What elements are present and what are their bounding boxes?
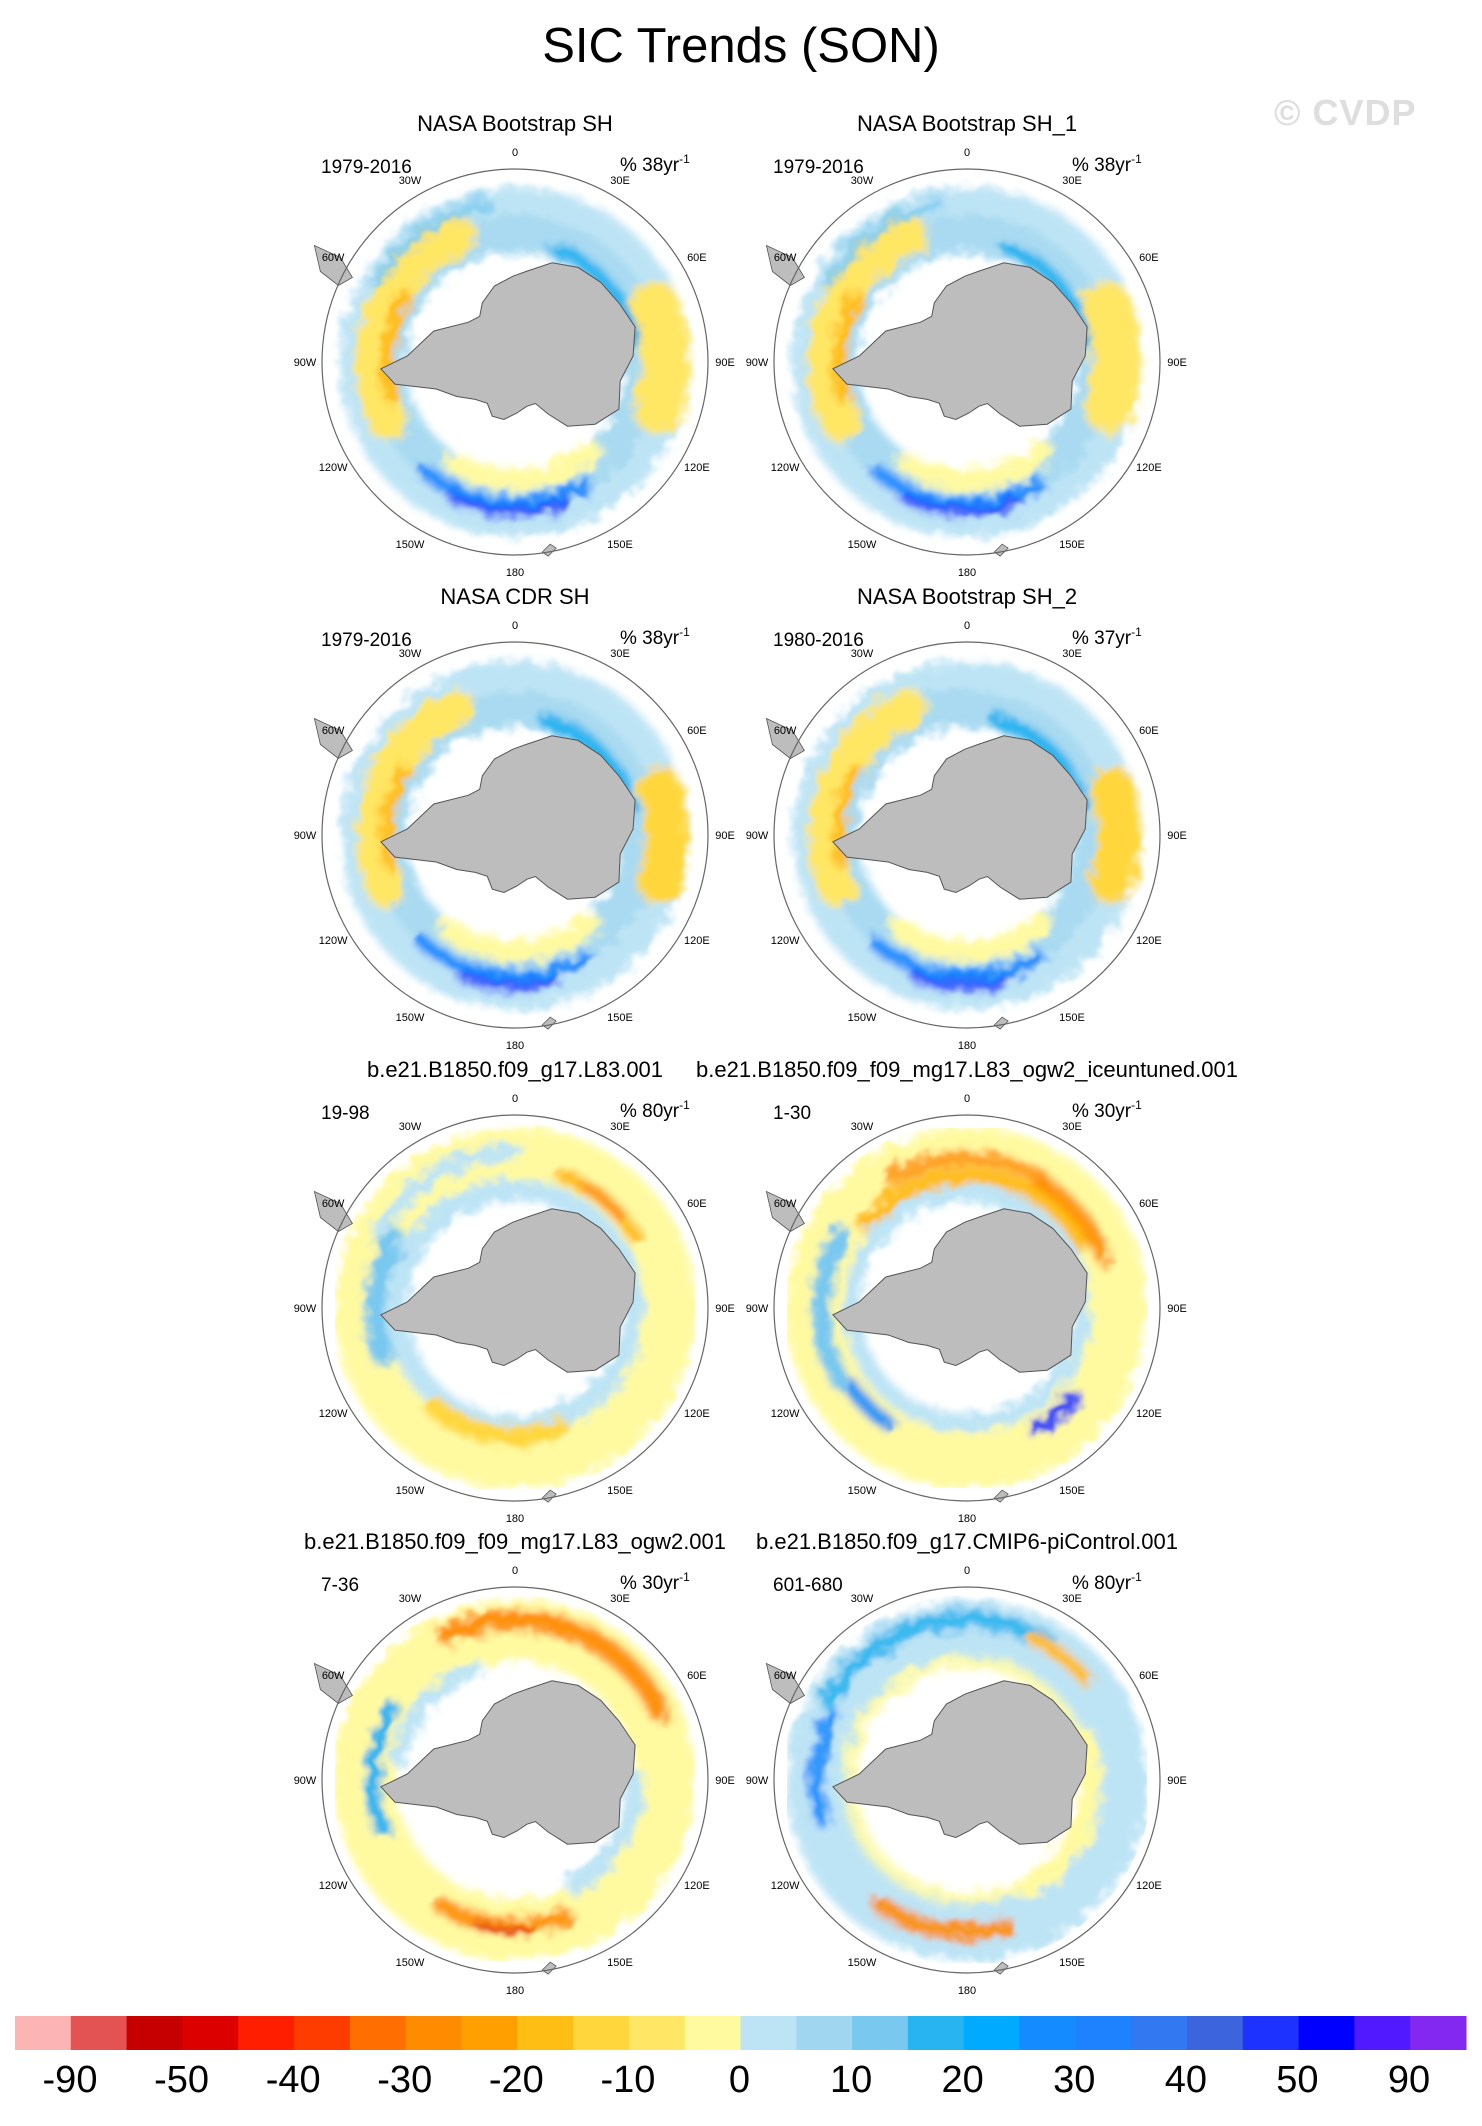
colorbar-swatch [238, 2016, 294, 2050]
longitude-label: 30E [1062, 648, 1082, 661]
longitude-label: 60W [773, 252, 797, 264]
colorbar-swatch [741, 2016, 797, 2050]
longitude-label: 120W [318, 1408, 348, 1420]
longitude-label: 150E [607, 1484, 633, 1497]
map-panel-4 [746, 584, 1187, 1052]
longitude-label: 30E [1062, 175, 1082, 188]
colorbar-label: 10 [829, 2059, 873, 2101]
map-panel-3 [294, 584, 735, 1052]
panel-period: 601-680 [773, 1575, 843, 1596]
new-zealand-landmass [542, 544, 556, 556]
colorbar-label: 40 [1164, 2059, 1207, 2101]
new-zealand-landmass [994, 544, 1008, 556]
new-zealand-landmass [542, 1962, 556, 1974]
panel-units: % $38yr^{-1}$ [620, 152, 690, 176]
longitude-label: 60E [687, 1670, 707, 1682]
longitude-label: 180 [505, 1040, 525, 1052]
panel-period: 1979-2016 [321, 157, 412, 178]
colorbar-label: 50 [1276, 2059, 1319, 2101]
longitude-label: 30W [398, 1593, 422, 1606]
trend-band [660, 788, 667, 882]
longitude-label: 150E [1059, 1011, 1085, 1024]
panel-units-exponent: -1 [1131, 1570, 1142, 1584]
colorbar-label: 0 [728, 2059, 751, 2101]
panel-units: % $38yr^{-1}$ [620, 625, 690, 649]
panel-units: % $37yr^{-1}$ [1072, 625, 1142, 649]
longitude-label: 120E [1136, 935, 1162, 947]
new-zealand-landmass [994, 1017, 1008, 1029]
longitude-label: 90W [293, 1775, 317, 1787]
panel-title: b.e21.B1850.f09_g17.CMIP6-piControl.001 [756, 1529, 1178, 1554]
longitude-label: 150W [847, 1011, 877, 1024]
longitude-label: 90E [715, 1775, 735, 1787]
panel-title: b.e21.B1850.f09_g17.L83.001 [366, 1057, 664, 1082]
longitude-label: 30W [850, 1121, 874, 1134]
panel-period: 1980-2016 [773, 630, 864, 651]
longitude-label: 150E [1059, 538, 1085, 551]
longitude-label: 120W [770, 1880, 800, 1892]
panel-units-exponent: -1 [1131, 152, 1142, 166]
longitude-label: 120W [318, 935, 348, 947]
map-panel-8 [746, 1529, 1187, 1997]
longitude-label: 120W [318, 462, 348, 474]
longitude-label: 150W [395, 1011, 425, 1024]
panel-period: 1979-2016 [321, 630, 412, 651]
longitude-label: 30E [610, 648, 630, 661]
trend-band [456, 452, 591, 480]
colorbar-swatch [1243, 2016, 1299, 2050]
longitude-label: 150W [847, 1956, 877, 1969]
watermark: © CVDP [1274, 92, 1417, 133]
longitude-label: 180 [957, 1985, 977, 1997]
longitude-label: 60W [773, 1670, 797, 1682]
longitude-label: 30E [1062, 1593, 1082, 1606]
map-panel-2 [746, 111, 1187, 579]
colorbar-swatch [1131, 2016, 1187, 2050]
longitude-label: 0 [963, 1093, 971, 1105]
longitude-label: 120W [770, 462, 800, 474]
colorbar-swatch [1410, 2016, 1466, 2050]
longitude-label: 0 [511, 1565, 519, 1577]
longitude-label: 60W [321, 1670, 345, 1682]
longitude-label: 0 [963, 1565, 971, 1577]
colorbar-swatch [406, 2016, 462, 2050]
colorbar-swatch [1020, 2016, 1076, 2050]
longitude-label: 90E [715, 357, 735, 369]
longitude-label: 120E [1136, 462, 1162, 474]
longitude-label: 150E [607, 1011, 633, 1024]
colorbar-swatch [127, 2016, 183, 2050]
longitude-label: 180 [957, 1040, 977, 1052]
colorbar-label: 90 [1387, 2059, 1431, 2101]
new-zealand-landmass [994, 1962, 1008, 1974]
longitude-label: 120E [684, 462, 710, 474]
longitude-label: 30W [398, 648, 422, 661]
longitude-label: 60W [321, 1198, 345, 1210]
map-panel-7 [294, 1529, 735, 1997]
longitude-label: 150E [607, 538, 633, 551]
colorbar-swatch [350, 2016, 406, 2050]
longitude-label: 0 [963, 620, 971, 632]
longitude-label: 90E [1167, 1303, 1187, 1315]
colorbar-swatch [1299, 2016, 1355, 2050]
longitude-label: 90E [1167, 1775, 1187, 1787]
colorbar-swatch [629, 2016, 685, 2050]
longitude-label: 60E [1139, 1198, 1159, 1210]
longitude-label: 120E [1136, 1880, 1162, 1892]
panel-units-exponent: -1 [679, 625, 690, 639]
longitude-label: 90E [1167, 357, 1187, 369]
longitude-label: 30W [850, 648, 874, 661]
trend-band [654, 306, 665, 409]
longitude-label: 90E [715, 1303, 735, 1315]
panel-units: % $38yr^{-1}$ [1072, 152, 1142, 176]
colorbar-label: -10 [600, 2059, 656, 2101]
longitude-label: 60E [1139, 252, 1159, 264]
panel-period: 1979-2016 [773, 157, 864, 178]
longitude-label: 180 [957, 1513, 977, 1525]
longitude-label: 60W [321, 725, 345, 737]
panel-units-exponent: -1 [679, 1098, 690, 1112]
page-title: SIC Trends (SON) [542, 19, 940, 73]
colorbar-swatch [1187, 2016, 1243, 2050]
longitude-label: 180 [505, 1513, 525, 1525]
colorbar-swatch [908, 2016, 964, 2050]
colorbar-swatch [15, 2016, 71, 2050]
longitude-label: 120W [318, 1880, 348, 1892]
longitude-label: 90W [745, 830, 769, 842]
longitude-label: 90W [293, 1303, 317, 1315]
longitude-label: 30W [398, 175, 422, 188]
colorbar-swatch [685, 2016, 741, 2050]
longitude-label: 180 [957, 567, 977, 579]
panel-title: NASA CDR SH [440, 584, 590, 609]
longitude-label: 120E [1136, 1408, 1162, 1420]
longitude-label: 60E [687, 1198, 707, 1210]
panel-units-exponent: -1 [1131, 625, 1142, 639]
longitude-label: 120W [770, 1408, 800, 1420]
longitude-label: 30W [850, 1593, 874, 1606]
longitude-label: 60W [773, 1198, 797, 1210]
map-panel-1 [294, 111, 735, 579]
panel-title: NASA Bootstrap SH_2 [856, 584, 1078, 609]
longitude-label: 30E [610, 1593, 630, 1606]
longitude-label: 30E [1062, 1121, 1082, 1134]
longitude-label: 60E [687, 725, 707, 737]
longitude-label: 120E [684, 1880, 710, 1892]
longitude-label: 90W [745, 357, 769, 369]
panel-title: b.e21.B1850.f09_f09_mg17.L83_ogw2.001 [303, 1529, 727, 1554]
longitude-label: 180 [505, 1985, 525, 1997]
longitude-label: 180 [505, 567, 525, 579]
longitude-label: 0 [963, 147, 971, 159]
longitude-label: 120W [770, 935, 800, 947]
colorbar-label: -40 [265, 2059, 321, 2101]
longitude-label: 120E [684, 935, 710, 947]
longitude-label: 0 [511, 147, 519, 159]
longitude-label: 150W [847, 538, 877, 551]
panel-period: 19-98 [321, 1103, 370, 1124]
panel-units: % $30yr^{-1}$ [1072, 1098, 1142, 1122]
colorbar-label: -50 [154, 2059, 210, 2101]
longitude-label: 60W [321, 252, 345, 264]
longitude-label: 0 [511, 620, 519, 632]
trend-band [448, 924, 589, 951]
colorbar-swatch [796, 2016, 852, 2050]
panel-period: 1-30 [773, 1103, 812, 1124]
longitude-label: 150E [1059, 1956, 1085, 1969]
colorbar-swatch [71, 2016, 127, 2050]
colorbar-swatch [294, 2016, 350, 2050]
map-panel-5 [294, 1057, 735, 1525]
longitude-label: 90W [745, 1775, 769, 1787]
colorbar-label: -20 [488, 2059, 544, 2101]
colorbar-swatch [461, 2016, 517, 2050]
longitude-label: 150E [607, 1956, 633, 1969]
colorbar [0, 2000, 1482, 2126]
panel-title: NASA Bootstrap SH_1 [856, 111, 1078, 136]
longitude-label: 150E [1059, 1484, 1085, 1497]
colorbar-swatch [573, 2016, 629, 2050]
panel-units: % $80yr^{-1}$ [1072, 1570, 1142, 1594]
longitude-label: 60E [1139, 1670, 1159, 1682]
panel-units-exponent: -1 [1131, 1098, 1142, 1112]
panel-units: % $80yr^{-1}$ [620, 1098, 690, 1122]
colorbar-swatch [182, 2016, 238, 2050]
panel-title: NASA Bootstrap SH [417, 111, 613, 136]
longitude-label: 60E [1139, 725, 1159, 737]
trend-band [1106, 306, 1117, 409]
longitude-label: 30W [398, 1121, 422, 1134]
longitude-label: 60W [773, 725, 797, 737]
trend-band [900, 924, 1041, 951]
trend-band [1112, 788, 1119, 882]
longitude-label: 90W [293, 357, 317, 369]
longitude-label: 90E [715, 830, 735, 842]
colorbar-swatch [1354, 2016, 1410, 2050]
panel-units: % $30yr^{-1}$ [620, 1570, 690, 1594]
colorbar-swatch [1075, 2016, 1131, 2050]
longitude-label: 120E [684, 1408, 710, 1420]
panel-period: 7-36 [321, 1575, 360, 1596]
longitude-label: 90W [745, 1303, 769, 1315]
longitude-label: 90W [293, 830, 317, 842]
longitude-label: 0 [511, 1093, 519, 1105]
panel-title: b.e21.B1850.f09_f09_mg17.L83_ogw2_iceuntuned.001 [696, 1057, 1238, 1082]
longitude-label: 30W [850, 175, 874, 188]
colorbar-label: -30 [377, 2059, 433, 2101]
trend-band [908, 452, 1043, 480]
new-zealand-landmass [994, 1490, 1008, 1502]
colorbar-label: -90 [42, 2059, 98, 2101]
new-zealand-landmass [542, 1490, 556, 1502]
longitude-label: 30E [610, 175, 630, 188]
longitude-label: 150W [395, 538, 425, 551]
longitude-label: 150W [395, 1484, 425, 1497]
longitude-label: 30E [610, 1121, 630, 1134]
panel-units-exponent: -1 [679, 152, 690, 166]
colorbar-label: 30 [1053, 2059, 1096, 2101]
colorbar-label: 20 [941, 2059, 984, 2101]
longitude-label: 60E [687, 252, 707, 264]
longitude-label: 150W [847, 1484, 877, 1497]
longitude-label: 150W [395, 1956, 425, 1969]
panel-units-exponent: -1 [679, 1570, 690, 1584]
map-panel-6 [696, 1057, 1238, 1525]
longitude-label: 90E [1167, 830, 1187, 842]
colorbar-swatch [852, 2016, 908, 2050]
new-zealand-landmass [542, 1017, 556, 1029]
colorbar-swatch [964, 2016, 1020, 2050]
colorbar-swatch [517, 2016, 573, 2050]
